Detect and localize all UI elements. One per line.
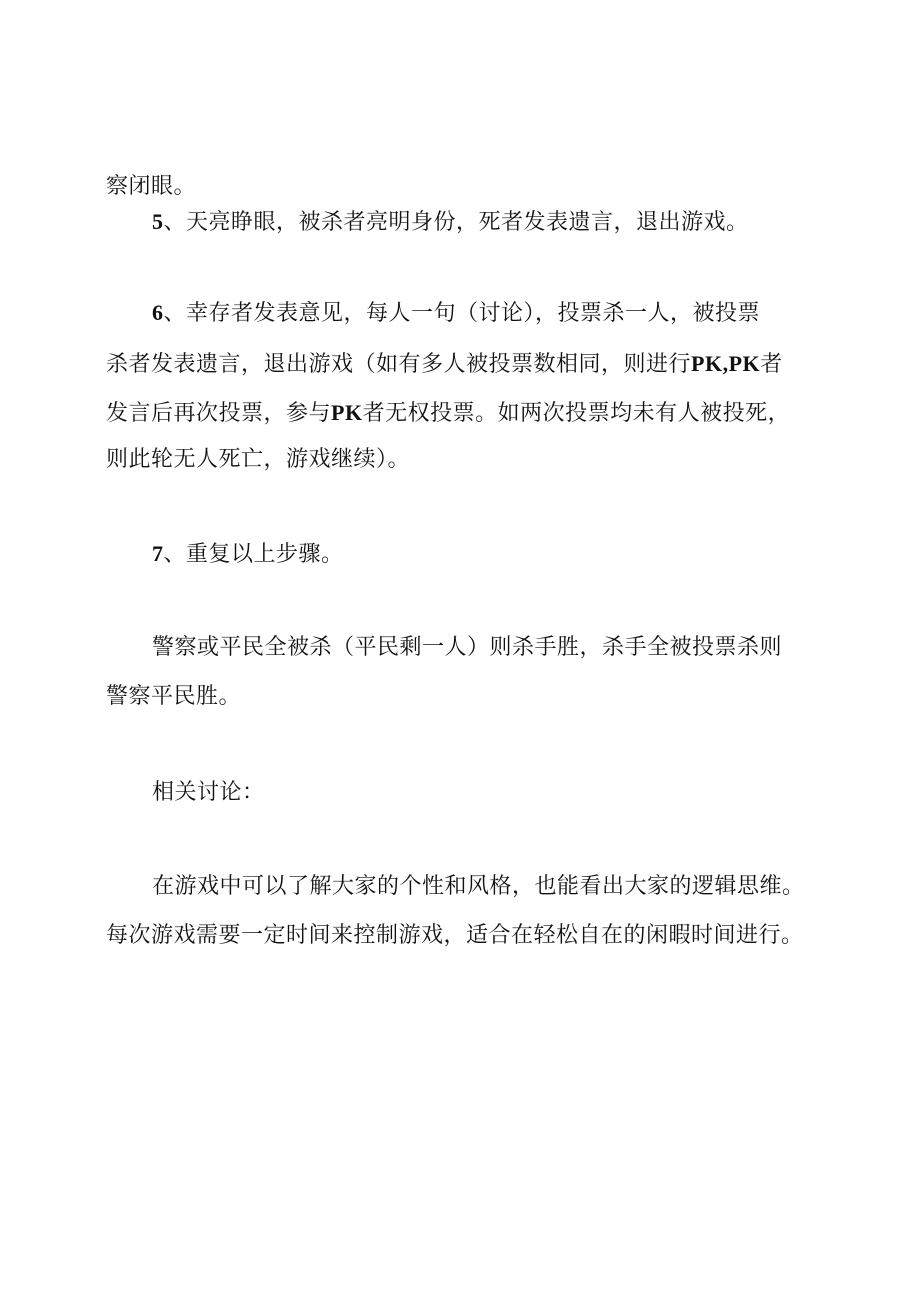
step-number: 5 [152,209,164,234]
section-heading: 相关讨论： [152,780,265,805]
paragraph-line: 每次游戏需要一定时间来控制游戏，适合在轻松自在的闲暇时间进行。 [106,923,804,948]
step-6-line: 6、幸存者发表意见，每人一句（讨论），投票杀一人，被投票 [152,300,761,326]
paragraph-line: 则此轮无人死亡，游戏继续）。 [106,447,411,472]
paragraph-line: 在游戏中可以了解大家的个性和风格，也能看出大家的逻辑思维。 [152,874,805,899]
step-7-line: 7、重复以上步骤。 [152,541,344,567]
paragraph-line: 警察或平民全被杀（平民剩一人）则杀手胜，杀手全被投票杀则 [152,635,783,660]
paragraph-line: 杀者发表遗言，退出游戏（如有多人被投票数相同，则进行PK,PK者 [106,351,783,377]
step-number: 6 [152,300,164,325]
paragraph-line: 警察平民胜。 [106,684,242,709]
step-5-line: 5、天亮睁眼，被杀者亮明身份，死者发表遗言，退出游戏。 [152,209,749,235]
paragraph-line: 察闭眼。 [106,174,197,199]
paragraph-line: 发言后再次投票，参与PK者无权投票。如两次投票均未有人被投死， [106,400,791,426]
step-number: 7 [152,541,164,566]
